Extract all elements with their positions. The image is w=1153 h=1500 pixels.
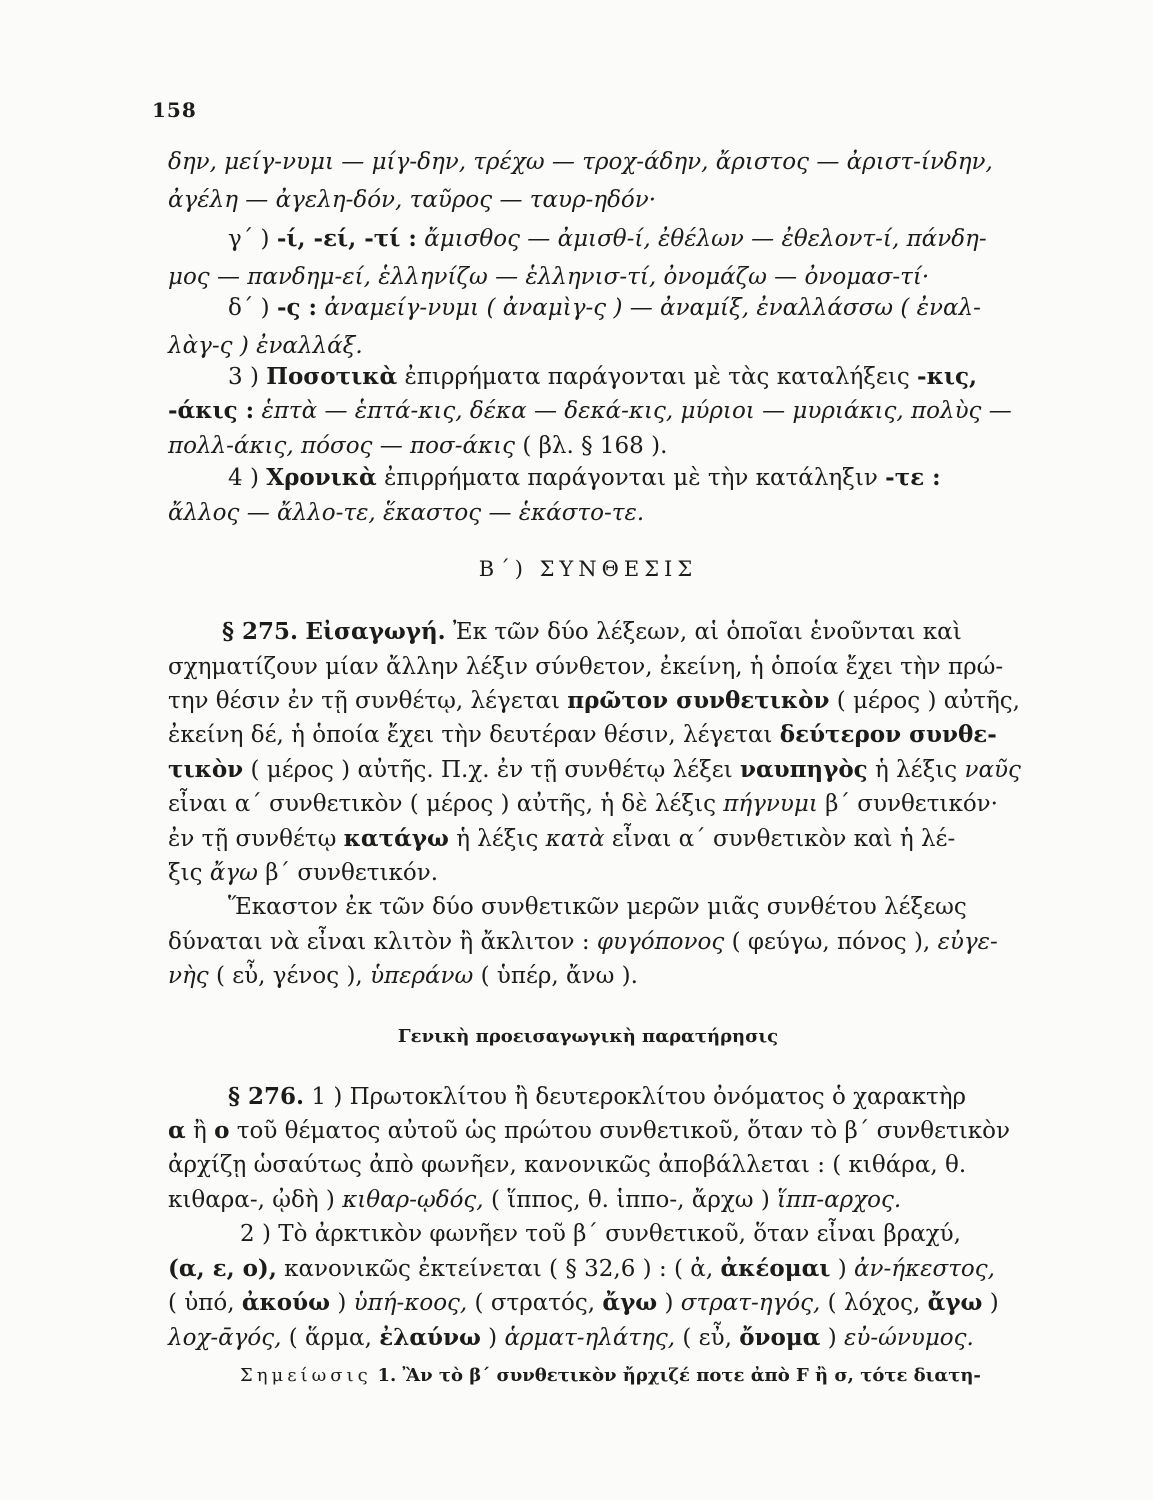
term: α	[168, 1117, 186, 1144]
text: ἐπιρρήματα παράγονται μὲ τὰς καταλήξεις	[404, 364, 910, 390]
example: ναῦς	[964, 757, 1021, 783]
suffix: -κις,	[917, 363, 977, 390]
text: ἐν τῇ συνθέτῳ	[168, 826, 337, 852]
term: δεύτερον συνθε-	[779, 721, 997, 748]
text: εἶναι α΄ συνθετικὸν καὶ ἡ λέ-	[611, 826, 956, 852]
example: ὑπεράνω	[370, 963, 474, 989]
text: ἡ λέξις	[875, 757, 958, 783]
examples: πολλ-άκις, πόσος — ποσ-άκις	[168, 433, 515, 459]
section-number: § 275.	[222, 618, 299, 645]
term: Χρονικὰ	[266, 464, 377, 491]
list-marker: 3 )	[228, 364, 259, 390]
text-line	[168, 1288, 1008, 1318]
text: )	[664, 1290, 674, 1316]
term: ἐλαύνω	[379, 1324, 481, 1351]
example: νὴς	[168, 963, 209, 989]
text-line	[168, 720, 1008, 750]
text: δύναται νὰ εἶναι κλιτὸν ἢ ἄκλιτον :	[168, 929, 590, 955]
text: κανονικῶς ἐκτείνεται ( § 32,6 ) : ( ἀ,	[284, 1256, 714, 1282]
list-marker: γ΄ )	[228, 226, 270, 252]
text-line: 2 ) Τὸ ἀρκτικὸν φωνῆεν τοῦ β΄ συνθετικοῦ, ὅταν εἶναι βραχύ,	[240, 1221, 961, 1247]
text: ( στρατός,	[474, 1290, 596, 1316]
examples: ἑπτὰ — ἑπτά-κις, δέκα — δεκά-κις, μύριοι — μυριάκις, πολὺς —	[261, 398, 1012, 424]
text-line: σχηματίζουν μίαν ἄλλην λέξιν σύνθετον, ἐκείνη, ἡ ὁποία ἔχει τὴν πρώ-	[168, 654, 1004, 680]
text-line	[168, 396, 1012, 426]
note-label: Σημείωσις	[240, 1365, 372, 1386]
note-line	[240, 1361, 1010, 1391]
section-number: § 276.	[228, 1083, 305, 1110]
list-marker: 4 )	[228, 465, 259, 491]
text: ( εὖ, γένος ),	[215, 963, 363, 989]
text: )	[488, 1325, 498, 1351]
term: τικὸν	[168, 756, 244, 783]
text-line	[168, 431, 1008, 461]
example: ἁρματ-ηλάτης,	[504, 1325, 676, 1351]
text-line: μος — πανδημ-εί, ἑλληνίζω — ἑλληνισ-τί, ὀνομάζω — ὀνομασ-τί·	[168, 264, 930, 290]
text-line	[228, 463, 1008, 493]
example: ὑπή-κοος,	[353, 1290, 468, 1316]
text: ἐπιρρήματα παράγονται μὲ τὴν κατάληξιν	[384, 465, 878, 491]
text-line	[228, 362, 1008, 392]
term: Ποσοτικὰ	[266, 363, 398, 390]
example: πήγνυμι	[723, 791, 818, 817]
text-line	[168, 1116, 1008, 1146]
example: κιθαρ-ῳδός,	[342, 1187, 484, 1213]
suffix: -τε :	[885, 464, 941, 491]
text: )	[827, 1325, 837, 1351]
text-line: ἄλλος — ἄλλο-τε, ἕκαστος — ἑκάστο-τε.	[168, 500, 645, 526]
text-line	[228, 293, 1008, 323]
text: ἡ λέξις	[456, 826, 539, 852]
text: )	[837, 1256, 847, 1282]
text-line: δην, μείγ-νυμι — μίγ-δην, τρέχω — τροχ-άδην, ἄριστος — ἀριστ-ίνδην,	[168, 149, 993, 175]
text: ( μέρος ) αὐτῆς. Π.χ. ἐν τῇ συνθέτῳ λέξει	[250, 757, 733, 783]
examples: ἄμισθος — ἀμισθ-ί, ἐθέλων — ἐθελοντ-ί, πάνδη-	[424, 226, 987, 252]
text-line: λὰγ-ς ) ἐναλλάξ.	[168, 333, 363, 359]
note-text: 1. Ἂν τὸ β΄ συνθετικὸν ἤρχιζέ ποτε ἀπὸ F ἢ σ, τότε διατη-	[377, 1365, 981, 1386]
text-line: ἀρχίζῃ ὡσαύτως ἀπὸ φωνῆεν, κανονικῶς ἀποβάλλεται : ( κιθάρα, θ.	[168, 1152, 967, 1178]
example: φυγόπονος	[596, 929, 725, 955]
text-line	[168, 1323, 1008, 1353]
text-line	[168, 824, 1008, 854]
text: ( ὑπό,	[168, 1290, 235, 1316]
suffix: -ς :	[276, 294, 318, 321]
term: ο	[214, 1117, 230, 1144]
text: ( ὑπέρ, ἄνω ).	[480, 963, 638, 989]
suffix: -ί, -εί, -τί :	[276, 225, 417, 252]
term: ἀκούω	[241, 1289, 330, 1316]
suffix: -άκις :	[168, 397, 255, 424]
term: ἄγω	[927, 1289, 983, 1316]
text-line	[168, 961, 1008, 991]
example: στρατ-ηγός,	[680, 1290, 821, 1316]
section-title: Β΄) ΣΥΝΘΕΣΙΣ	[478, 557, 698, 581]
term: ἄγω	[602, 1289, 658, 1316]
text-line	[168, 686, 1020, 716]
list-marker: δ΄ )	[228, 295, 270, 321]
text: τοῦ θέματος αὐτοῦ ὡς πρώτου συνθετικοῦ, ὅταν τὸ β΄ συνθετικὸν	[236, 1118, 1010, 1144]
text: ἐκείνη δέ, ἡ ὁποία ἔχει τὴν δευτέραν θέσιν, λέγεται	[168, 722, 773, 748]
page-number: 158	[152, 98, 197, 122]
reference: ( βλ. § 168 ).	[522, 433, 668, 459]
text: )	[989, 1290, 999, 1316]
text: την θέσιν ἐν τῇ συνθέτῳ, λέγεται	[168, 688, 560, 714]
text-line: ἀγέλη — ἀγελη-δόν, ταῦρος — ταυρ-ηδόν·	[168, 187, 657, 213]
text: ( φεύγω, πόνος ),	[731, 929, 931, 955]
text-line	[168, 858, 1008, 888]
text: Ἐκ τῶν δύο λέξεων, αἱ ὁποῖαι ἑνοῦνται καὶ	[453, 619, 962, 645]
text-line	[228, 1082, 1008, 1112]
text: β΄ συνθετικόν.	[265, 860, 439, 886]
example: λοχ-ᾱγός,	[168, 1325, 282, 1351]
text-line	[222, 617, 1008, 647]
text-line	[168, 1254, 1008, 1284]
text: ( λόχος,	[827, 1290, 921, 1316]
text-line	[228, 224, 1008, 254]
example: ἵππ-αρχος.	[777, 1187, 902, 1213]
text: ἢ	[193, 1118, 207, 1144]
term: ἀκέομαι	[720, 1255, 831, 1282]
text-line: Ἕκαστον ἐκ τῶν δύο συνθετικῶν μερῶν μιᾶς συνθέτου λέξεως	[228, 894, 967, 920]
text: β΄ συνθετικόν·	[825, 791, 998, 817]
text: ( μέρος ) αὐτῆς,	[836, 688, 1020, 714]
section-heading: Εἰσαγωγή.	[305, 618, 446, 645]
term: (α, ε, ο),	[168, 1255, 277, 1282]
term: ὄνομα	[739, 1324, 821, 1351]
text-line	[168, 789, 1008, 819]
term: ναυπηγὸς	[739, 756, 868, 783]
example: ἀν-ήκεστος,	[854, 1256, 995, 1282]
text: ( ἵππος, θ. ἱππο-, ἄρχω )	[490, 1187, 770, 1213]
text: ( ἅρμα,	[288, 1325, 372, 1351]
example: εὐγε-	[937, 929, 998, 955]
text-line	[168, 1185, 1008, 1215]
term: κατάγω	[343, 825, 449, 852]
text: ξις	[168, 860, 203, 886]
example: εὐ-ώνυμος.	[844, 1325, 974, 1351]
term: πρῶτον συνθετικὸν	[567, 687, 830, 714]
text: ( εὖ,	[682, 1325, 732, 1351]
text: )	[337, 1290, 347, 1316]
text-line	[168, 927, 1008, 957]
text: εἶναι α΄ συνθετικὸν ( μέρος ) αὐτῆς, ἡ δὲ λέξις	[168, 791, 716, 817]
subheading: Γενικὴ προεισαγωγικὴ παρατήρησις	[397, 1026, 779, 1047]
text: κιθαρα-, ᾠδὴ )	[168, 1187, 335, 1213]
example: κατὰ	[545, 826, 605, 852]
examples: ἀναμείγ-νυμι ( ἀναμὶγ-ς ) — ἀναμίξ, ἐναλλάσσω ( ἐναλ-	[324, 295, 981, 321]
text-line	[168, 755, 1021, 785]
example: ἄγω	[209, 860, 258, 886]
text: 1 ) Πρωτοκλίτου ἢ δευτεροκλίτου ὀνόματος ὁ χαρακτὴρ	[311, 1084, 967, 1110]
